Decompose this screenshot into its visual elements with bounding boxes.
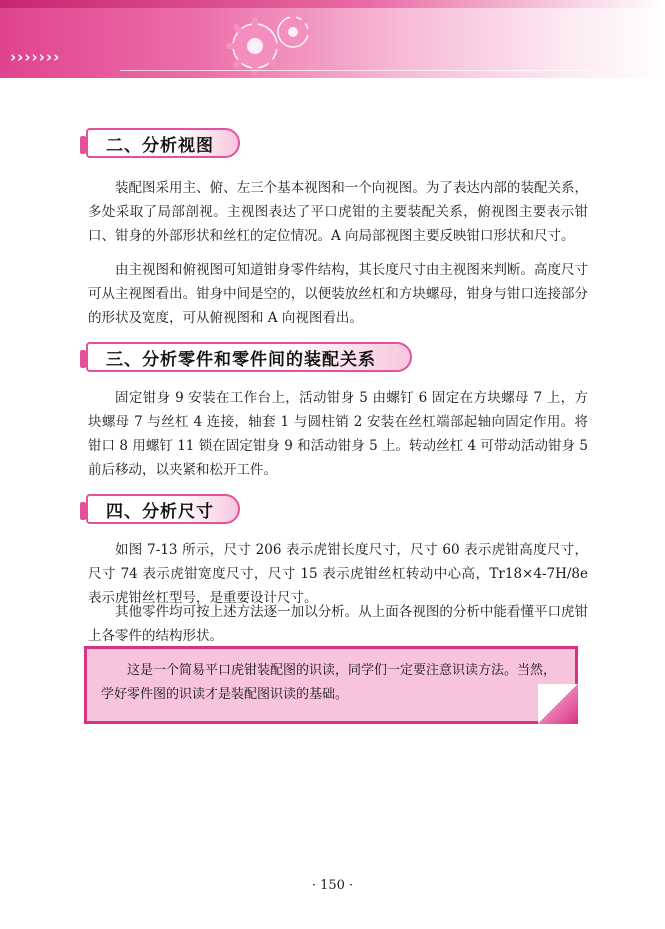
- paragraph: 其他零件均可按上述方法逐一加以分析。从上面各视图的分析中能看懂平口虎钳上各零件的结构形状。: [88, 604, 588, 644]
- header-stripe: [0, 0, 665, 8]
- note-text: 这是一个简易平口虎钳装配图的识读，同学们一定要注意识读方法。当然，学好零件图的识读才是装配图识读的基础。: [101, 663, 557, 702]
- section-title: 二、分析视图: [106, 136, 214, 156]
- section-title: 四、分析尺寸: [106, 502, 214, 522]
- paragraph: 固定钳身 9 安装在工作台上，活动钳身 5 由螺钉 6 固定在方块螺母 7 上，方块螺母 7 与丝杠 4 连接，轴套 1 与圆柱销 2 安装在丝杠端部起轴向固定作用。将钳口 8 用螺钉 11 锁在固定钳身 9 和活动钳身 5 上。转动丝杠 4 可带动活动钳身 5 前后移动，以夹紧和松开工件。: [88, 390, 588, 478]
- paragraph: 装配图采用主、俯、左三个基本视图和一个向视图。为了表达内部的装配关系，多处采取了局部剖视。主视图表达了平口虎钳的主要装配关系，俯视图主要表示钳口、钳身的外部形状和丝杠的定位情况。A 向局部视图主要反映钳口形状和尺寸。: [88, 180, 588, 244]
- section-title: 三、分析零件和零件间的装配关系: [106, 350, 376, 370]
- paragraph: 如图 7-13 所示，尺寸 206 表示虎钳长度尺寸，尺寸 60 表示虎钳高度尺寸，尺寸 74 表示虎钳宽度尺寸，尺寸 15 表示虎钳丝杠转动中心高，Tr18×4-7H/8e 表示虎钳丝杠型号，是重要设计尺寸。: [88, 542, 588, 606]
- gears-icon: [215, 8, 325, 78]
- note-box: [84, 646, 578, 724]
- header-rule: [120, 70, 590, 71]
- page-header-band: [0, 0, 665, 78]
- paragraph: 由主视图和俯视图可知道钳身零件结构，其长度尺寸由主视图来判断。高度尺寸可从主视图看出。钳身中间是空的，以便装放丝杠和方块螺母，钳身与钳口连接部分的形状及宽度，可从俯视图和 A 向视图看出。: [88, 262, 588, 326]
- page-fold-icon: [538, 684, 578, 724]
- page-number: · 150 ·: [311, 878, 354, 893]
- chevrons-icon: ›››››››: [10, 48, 61, 66]
